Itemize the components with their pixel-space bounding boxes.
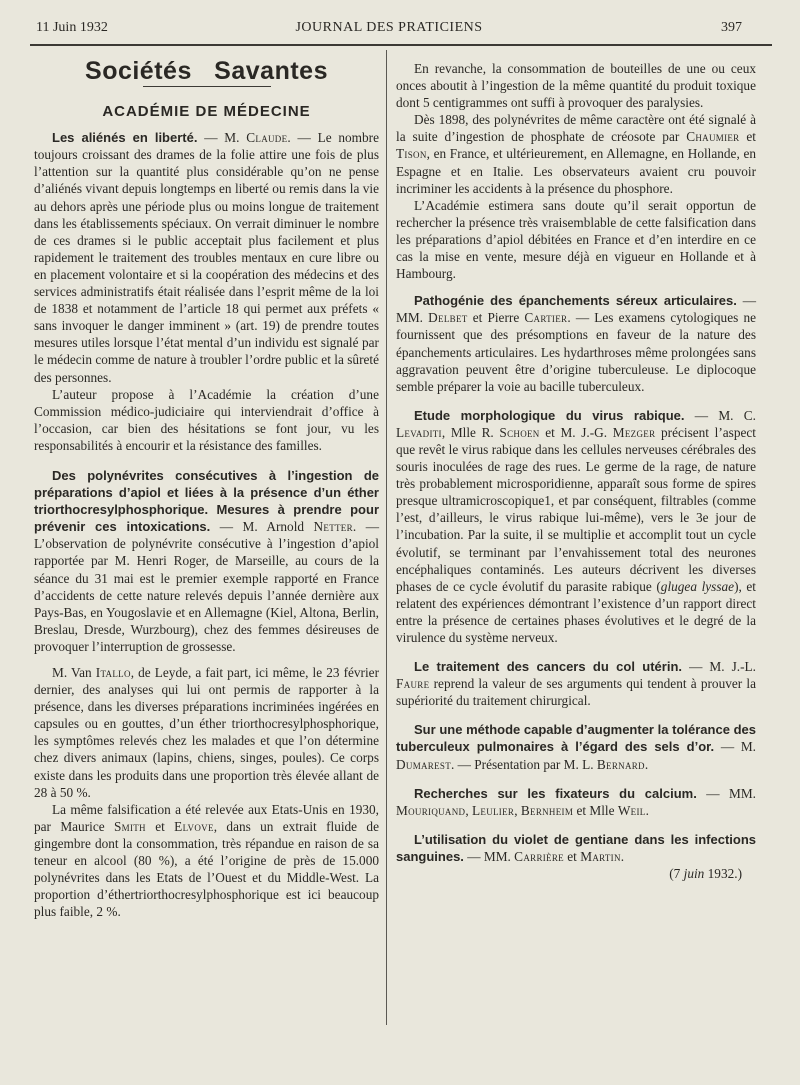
article-title: Des polynévrites consécutives à l’ingestion de préparations d’apiol et liées à la présence d’un éther triorthocresylphosphorique. Mesures à prendre pour prévenir ces intoxications. [34,467,379,535]
author-name: Chaumier [686,129,740,145]
author-name: Weil [617,802,646,818]
paragraph: M. Van Itallo, de Leyde, a fait part, ici même, le 23 février dernier, des analyses qui lui ont permis de rapporter à la présence, dans les diverses préparations incriminées ingérées en capsules ou en gouttes, d’un éther triorthocresylphosphorique, les symptômes relevés chez les malades et que l’on détermine chez divers animaux (lapins, chiens, singes, poules). Ce corps existe dans les produits dans une proportion très élevée allant de 28 à 50 %. [34,665,379,800]
section-title: Sociétés Savantes [85,57,328,85]
author-name: Claude [246,130,288,146]
left-column [34,55,379,920]
author-name: Itallo [95,665,131,680]
journal-title: JOURNAL DES PRATICIENS [295,20,483,35]
header-date: 11 Juin 1932 [36,20,108,35]
author-name: Carrière [514,848,564,864]
title-underline [143,86,271,87]
author-name: Elvove [174,818,214,834]
article-title: Le traitement des cancers du col utérin. [414,659,683,675]
species-name: glugea lyssae [660,578,735,594]
author-name: Smith [113,818,146,834]
article-sels-or: Sur une méthode capable d’augmenter la tolérance des tuberculeux pulmonaires à l’égard des sels d’or. — M. Dumarest. — Présentation par M. L. Bernard. [396,722,756,772]
paragraph: L’auteur propose à l’Académie la création d’une Commission médico-judiciaire qui interviendrait d’office à l’occasion, car bien des hésitations se font jour, vu les responsabilités à encourir et la résistance des familles. [34,386,379,453]
article-virus-rabique: Etude morphologique du virus rabique. — M. C. Levaditi, Mlle R. Schoen et M. J.-G. Mezger précisent l’aspect que revêt le virus rabique dans les cellules nerveuses cérébrales des souris inoculées de rage des rues. Le germe de la rage, de nature très probablement microsporidienne, apparaît sous forme de spires presque ultramicroscopique1, et par conséquent, filtrables (comme l’est, d’ailleurs, le virus rabique lui-même), vers le 3e jour de l’incubation. Par la suite, il se multiplie et accomplit tout un cycle évolutif, se terminant par l’envahissement total des neurones encéphaliques contaminés. Les auteurs décrivent les diverses phases de ce cycle évolutif du parasite rabique (glugea lyssae), et relatent des expériences démontrant l’existence d’un rapport direct entre la présence de certaines phases évolutives et le degré de la virulence du système nerveux. [396,407,756,645]
author-name: Netter [313,519,353,535]
article-cancers-col: Le traitement des cancers du col utérin. — M. J.-L. Faure reprend la valeur de ses arguments qui tendent à prouver la supériorité du traitement chirurgical. [396,659,756,709]
paragraph: L’Académie estimera sans doute qu’il serait opportun de rechercher la présence très vraisemblable de cette falsification dans les préparations d’apiol débitées en France et d’en interdire en ce cas la mise en vente, mesure déjà en vigueur en Hollande et à Hambourg. [396,197,756,282]
column-divider [386,50,387,1025]
article-violet-gentiane: L’utilisation du violet de gentiane dans les infections sanguines. — MM. Carrière et Martin. [396,831,756,864]
header-rule [30,44,772,46]
paragraph: La même falsification a été relevée aux Etats-Unis en 1930, par Maurice Smith et Elvove, dans un extrait fluide de gingembre dont la consommation, très répandue en raison de sa teneur en alcool (80 %), a été l’origine de près de 15.000 polynévrites dans les Etats de l’Ouest et du Middle-West. La proportion d’éthertriorthocresylphosphorique est ici beaucoup plus faible, 2 %. [34,801,379,920]
article-calcium: Recherches sur les fixateurs du calcium. — MM. Mouriquand, Leulier, Bernheim et Mlle Weil. [396,785,757,818]
author-name: Schoen [499,424,540,440]
right-column [396,60,756,882]
article-title: Sur une méthode capable d’augmenter la tolérance des tuberculeux pulmonaires à l’égard des sels d’or. [396,722,756,755]
author-name: Dumarest [396,756,452,772]
article-title: Etude morphologique du virus rabique. [414,407,685,423]
author-name: Bernard [596,756,645,772]
author-name: Bernheim [520,802,574,818]
author-name: Mezger [612,424,656,440]
article-title: Les aliénés en liberté. [52,130,198,146]
article-title: Pathogénie des épanchements séreux articulaires. [414,293,737,309]
author-name: Leulier [471,802,515,818]
author-name: Mouriquand [396,802,466,818]
author-name: Faure [396,676,430,692]
subsection-title: ACADÉMIE DE MÉDECINE [102,103,311,121]
article-polynévrites: Des polynévrites consécutives à l’ingestion de préparations d’apiol et liées à la présence d’un éther triorthocresylphosphorique. Mesures à prendre pour prévenir ces intoxications. — M. Arnold Netter. — L’observation de polynévrite consécutive à l’ingestion d’apiol rapportée par M. Henri Roger, de Marseille, au cours de la séance du 31 mai est le premier exemple rapporté en France d’accidents de cette nature relevés depuis l’année dernière aux Pays-Bas, en Yougoslavie et en Allemagne (Kiel, Altona, Berlin, Breslau, Dresde, Wurzbourg), chez des femmes désireuses de provoquer l’interruption de grossesse. [34,467,379,654]
report-date: (7 juin 1932.) [669,866,742,882]
running-header [36,20,742,42]
author-name: Levaditi [396,424,442,440]
article-aliénés: Les aliénés en liberté. — M. Claude. — Le nombre toujours croissant des drames de la folie attire une fois de plus l’attention sur la quantité plus considérable qu’on ne pense d’aliénés vivant depuis longtemps en liberté ou remis dans la vie au dehors après une période plus ou moins longue de traitement dans les établissements spéciaux. On verrait diminuer le nombre de ces drames si le public acceptait plus facilement et plus rapidement le traitement des troubles mentaux en cure libre ou en placement volontaire et si la coopération des médecins et des services administratifs était réalisée dans l’esprit même de la loi de 1838 et notamment de l’article 18 qui permet aux préfets « sans invoquer le danger imminent » (art. 19) de prendre toutes mesures utiles lorsque l’état mental d’un individu est signalé par le médecin comme de nature à troubler l’ordre public et la sûreté des personnes. [34,130,379,385]
author-name: Martin [580,848,621,864]
paragraph: Dès 1898, des polynévrites de même caractère ont été signalé à la suite d’ingestion de phosphate de créosote par Chaumier et Tison, en France, et ultérieurement, en Allemagne, en Hollande, en Espagne et en Italie. Les observateurs avaient cru pouvoir incriminer les accidents à la présence du phosphore. [396,112,757,196]
page-number: 397 [721,20,742,35]
article-title: Recherches sur les fixateurs du calcium. [414,785,697,801]
article-title: L’utilisation du violet de gentiane dans les infections sanguines. [396,831,756,864]
paragraph: En revanche, la consommation de bouteilles de une ou ceux onces aboutit à l’ingestion de la même quantité du produit toxique dont 5 centigrammes ont suffi à provoquer des paralysies. [396,61,756,111]
author-name: Cartier [524,310,568,326]
author-name: Delbet [428,310,468,326]
author-name: Tison [396,146,427,162]
article-pathogénie: Pathogénie des épanchements séreux articulaires. — MM. Delbet et Pierre Cartier. — Les examens cytologiques ne fournissent que des présomptions en faveur de la nature des épanchements articulaires. Les hydarthroses même prolongées sans aggravation peuvent être d’origine tuberculeuse. Le diplocoque semble préparer la voie au bacille tuberculeux. [396,293,756,394]
